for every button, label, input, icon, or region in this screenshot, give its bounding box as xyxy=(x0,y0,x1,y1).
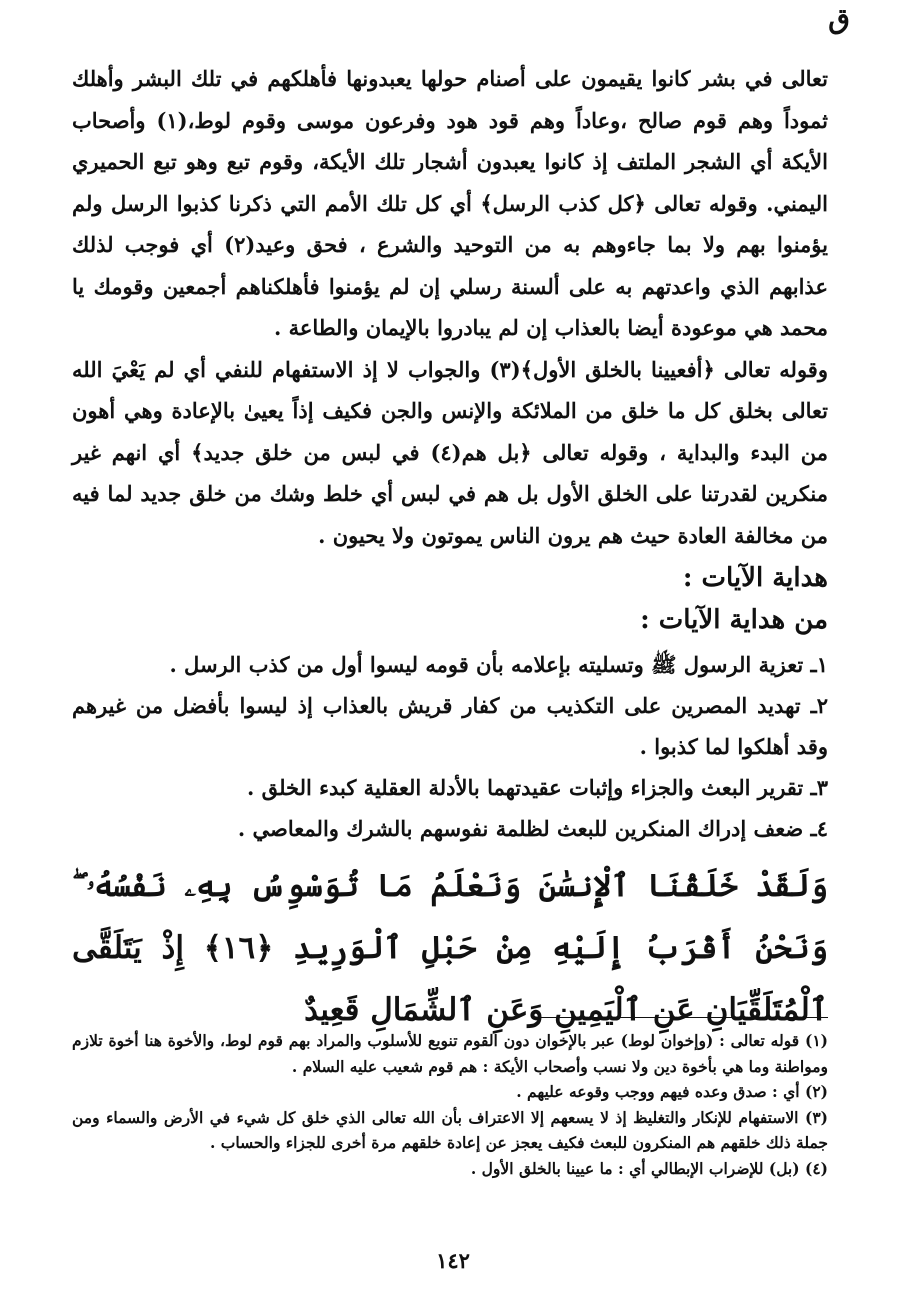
commentary-paragraph: تعالى في بشر كانوا يقيمون على أصنام حولها يعبدونها فأهلكهم في تلك البشر وأهلك ثموداً وهم قوم صالح ،وعاداً وهم قود هود وفرعون موسى وقوم لوط،(١) وأصحاب الأيكة أي الشجر الملتف إذ كانوا يعبدون أشجار تلك الأيكة، وقوم تبع وهو تبع الحميري اليمني. وقوله تعالى ﴿كل كذب الرسل﴾ أي كل تلك الأمم التي ذكرنا كذبوا الرسل ولم يؤمنوا بهم ولا بما جاءوهم به من التوحيد والشرع ، فحق وعيد(٢) أي فوجب لذلك عذابهم الذي واعدتهم به على ألسنة رسلي إن لم يؤمنوا فأهلكناهم أجمعين وقومك يا محمد هي موعودة أيضا بالعذاب إن لم يبادروا بالإيمان والطاعة . xyxy=(72,66,828,340)
footnote: (٤) (بل) للإضراب الإبطالي أي : ما عيينا بالخلق الأول . xyxy=(470,1158,828,1178)
section-subheading: من هداية الآيات : xyxy=(640,605,828,635)
footnote: (٢) أي : صدق وعده فيهم ووجب وقوعه عليهم . xyxy=(516,1082,828,1101)
section-heading: هداية الآيات : xyxy=(682,563,828,593)
main-text xyxy=(72,58,828,1041)
surah-header-mark: ق xyxy=(828,2,850,35)
page-number: ١٤٢ xyxy=(436,1248,470,1273)
footnote: (١) قوله تعالى : (وإخوان لوط) عبر بالإخوان دون القوم تنويع للأسلوب والمراد بهم قوم لوط، والأخوة هنا أخوة تلازم ومواطنة وما هي بأخوة دين ولا نسب وأصحاب الأيكة : هم قوم شعيب عليه السلام . xyxy=(72,1031,828,1076)
lesson-item: ٢ـ تهديد المصرين على التكذيب من كفار قريش بالعذاب إذ ليسوا بأفضل من غيرهم وقد أهلكوا لما كذبوا . xyxy=(72,693,828,759)
footnote: (٣) الاستفهام للإنكار والتغليظ إذ لا يسعهم إلا الاعتراف بأن الله تعالى الذي خلق كل شيء في الأرض والسماء ومن جملة ذلك خلقهم هم المنكرون للبعث فكيف يعجز عن إعادة خلقهم مرة أخرى للجزاء والحساب . xyxy=(72,1107,828,1152)
lesson-item: ١ـ تعزية الرسول ﷺ وتسليته بإعلامه بأن قومه ليسوا أول من كذب الرسل . xyxy=(169,652,828,677)
footnote-divider xyxy=(538,1017,828,1018)
commentary-paragraph: وقوله تعالى ﴿أفعيينا بالخلق الأول﴾(٣) والجواب لا إذ الاستفهام للنفي أي لم يَعْيَ الله تعالى بخلق كل ما خلق من الملائكة والإنس والجن فكيف إذاً يعيىٰ بالإعادة وهي أهون من البدء والبداية ، وقوله تعالى ﴿بل هم(٤) في لبس من خلق جديد﴾ أي انهم غير منكرين لقدرتنا على الخلق الأول بل هم في لبس أي خلط وشك من خلق جديد لما فيه من مخالفة العادة حيث هم يرون الناس يموتون ولا يحيون . xyxy=(72,356,828,548)
footnotes xyxy=(72,1028,828,1181)
lesson-item: ٤ـ ضعف إدراك المنكرين للبعث لظلمة نفوسهم بالشرك والمعاصي . xyxy=(237,816,828,841)
quran-verse: وَلَقَدْ خَلَقْنَا ٱلْإِنسَٰنَ وَنَعْلَمُ مَا تُوَسْوِسُ بِهِۦ نَفْسُهُۥ ۖ وَنَحْنُ أَقْرَبُ إِلَيْهِ مِنْ حَبْلِ ٱلْوَرِيدِ ﴿١٦﴾ إِذْ يَتَلَقَّى ٱلْمُتَلَقِّيَانِ عَنِ ٱلْيَمِينِ وَعَنِ ٱلشِّمَالِ قَعِيدٌ xyxy=(72,868,828,1028)
lesson-item: ٣ـ تقرير البعث والجزاء وإثبات عقيدتهما بالأدلة العقلية كبدء الخلق . xyxy=(246,775,828,800)
